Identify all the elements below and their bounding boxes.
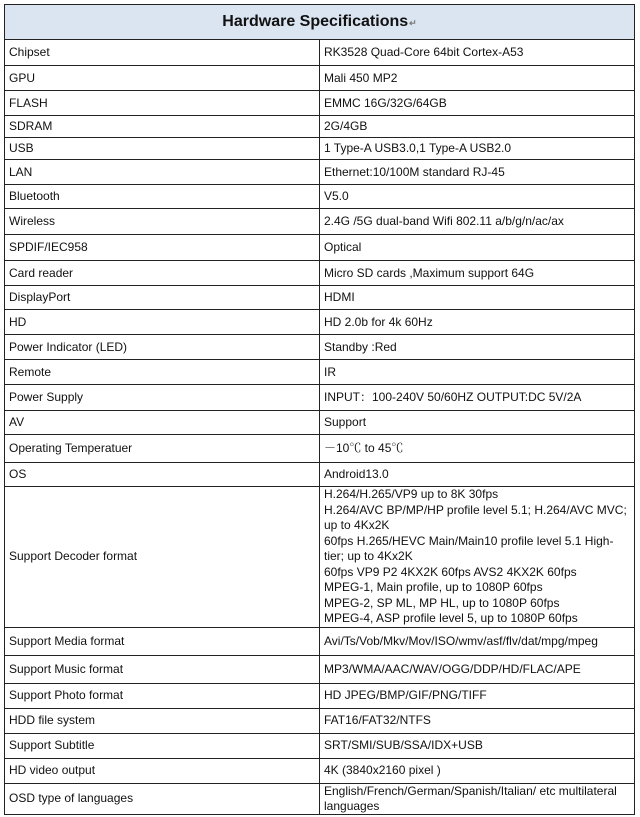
row-label: OS [5, 463, 320, 487]
row-value: Standby :Red [320, 335, 635, 360]
row-value: Avi/Ts/Vob/Mkv/Mov/ISO/wmv/asf/flv/dat/mpg/mpeg [320, 627, 635, 655]
table-row [5, 411, 635, 435]
table-row [5, 463, 635, 487]
row-label: HDD file system [5, 708, 320, 733]
table-title [5, 5, 635, 40]
row-label: HD [5, 310, 320, 335]
row-value: Support [320, 411, 635, 435]
row-value: English/French/German/Spanish/Italian/ etc multilateral languages [320, 783, 635, 814]
row-value: IR [320, 360, 635, 385]
title-row [5, 5, 635, 40]
row-label: GPU [5, 66, 320, 91]
row-value: RK3528 Quad-Core 64bit Cortex-A53 [320, 40, 635, 66]
table-row [5, 385, 635, 411]
row-value: V5.0 [320, 185, 635, 209]
decoder-line: H.264/AVC BP/MP/HP profile level 5.1; H.264/AVC MVC; up to 4Kx2K [324, 502, 627, 532]
paragraph-mark-icon: ↵ [409, 17, 417, 28]
table-row [5, 116, 635, 138]
spec-sheet [4, 4, 635, 815]
row-value: EMMC 16G/32G/64GB [320, 91, 635, 116]
row-label: DisplayPort [5, 286, 320, 310]
row-label: Support Subtitle [5, 733, 320, 758]
row-value: Optical [320, 235, 635, 261]
decoder-line: MPEG-4, ASP profile level 5, up to 1080P 60fps [324, 611, 578, 625]
row-value: 2.4G /5G dual-band Wifi 802.11 a/b/g/n/ac/ax [320, 209, 635, 235]
table-row [5, 655, 635, 683]
row-label: Chipset [5, 40, 320, 66]
decoder-line: H.264/H.265/VP9 up to 8K 30fps [324, 487, 499, 501]
row-value: SRT/SMI/SUB/SSA/IDX+USB [320, 733, 635, 758]
row-value: 2G/4GB [320, 116, 635, 138]
decoder-line: 60fps VP9 P2 4KX2K 60fps AVS2 4KX2K 60fps [324, 564, 577, 579]
table-row [5, 310, 635, 335]
row-label: Support Music format [5, 655, 320, 683]
row-value: INPUT：100-240V 50/60HZ OUTPUT:DC 5V/2A [320, 385, 635, 411]
row-value: HD JPEG/BMP/GIF/PNG/TIFF [320, 683, 635, 708]
table-row [5, 435, 635, 463]
row-label: Wireless [5, 209, 320, 235]
row-value: Micro SD cards ,Maximum support 64G [320, 261, 635, 286]
row-value: 1 Type-A USB3.0,1 Type-A USB2.0 [320, 138, 635, 160]
row-label: Power Supply [5, 385, 320, 411]
row-label: Support Media format [5, 627, 320, 655]
row-value: Ethernet:10/100M standard RJ-45 [320, 160, 635, 185]
decoder-line: MPEG-2, SP ML, MP HL, up to 1080P 60fps [324, 595, 560, 610]
decoder-formats [320, 487, 635, 628]
table-row [5, 40, 635, 66]
spec-table [4, 4, 635, 815]
table-row [5, 733, 635, 758]
table-row [5, 708, 635, 733]
table-row [5, 261, 635, 286]
table-row [5, 138, 635, 160]
row-label: Power Indicator (LED) [5, 335, 320, 360]
row-label: Support Photo format [5, 683, 320, 708]
table-title-text: Hardware Specifications [222, 12, 409, 30]
row-label: OSD type of languages [5, 783, 320, 814]
table-row [5, 335, 635, 360]
table-row [5, 783, 635, 814]
row-label: Remote [5, 360, 320, 385]
row-value: FAT16/FAT32/NTFS [320, 708, 635, 733]
row-value: －10℃ to 45℃ [320, 435, 635, 463]
row-value: 4K (3840x2160 pixel ) [320, 758, 635, 783]
table-row [5, 360, 635, 385]
row-label: AV [5, 411, 320, 435]
row-label: USB [5, 138, 320, 160]
table-row-decoder [5, 487, 635, 628]
table-row [5, 66, 635, 91]
table-row [5, 758, 635, 783]
row-label: Operating Temperatuer [5, 435, 320, 463]
row-label: SPDIF/IEC958 [5, 235, 320, 261]
decoder-line: 60fps H.265/HEVC Main/Main10 profile level 5.1 High-tier; up to 4Kx2K [324, 533, 614, 563]
table-row [5, 235, 635, 261]
table-row [5, 286, 635, 310]
table-row [5, 91, 635, 116]
row-label: LAN [5, 160, 320, 185]
row-value: Mali 450 MP2 [320, 66, 635, 91]
table-row [5, 209, 635, 235]
table-row [5, 185, 635, 209]
row-label: HD video output [5, 758, 320, 783]
decoder-line: MPEG-1, Main profile, up to 1080P 60fps [324, 580, 543, 594]
row-label: Support Decoder format [5, 487, 320, 628]
row-value: HDMI [320, 286, 635, 310]
row-value: HD 2.0b for 4k 60Hz [320, 310, 635, 335]
row-label: Card reader [5, 261, 320, 286]
row-label: Bluetooth [5, 185, 320, 209]
table-row [5, 627, 635, 655]
row-label: SDRAM [5, 116, 320, 138]
row-label: FLASH [5, 91, 320, 116]
table-row [5, 160, 635, 185]
table-row [5, 683, 635, 708]
row-value: MP3/WMA/AAC/WAV/OGG/DDP/HD/FLAC/APE [320, 655, 635, 683]
row-value: Android13.0 [320, 463, 635, 487]
